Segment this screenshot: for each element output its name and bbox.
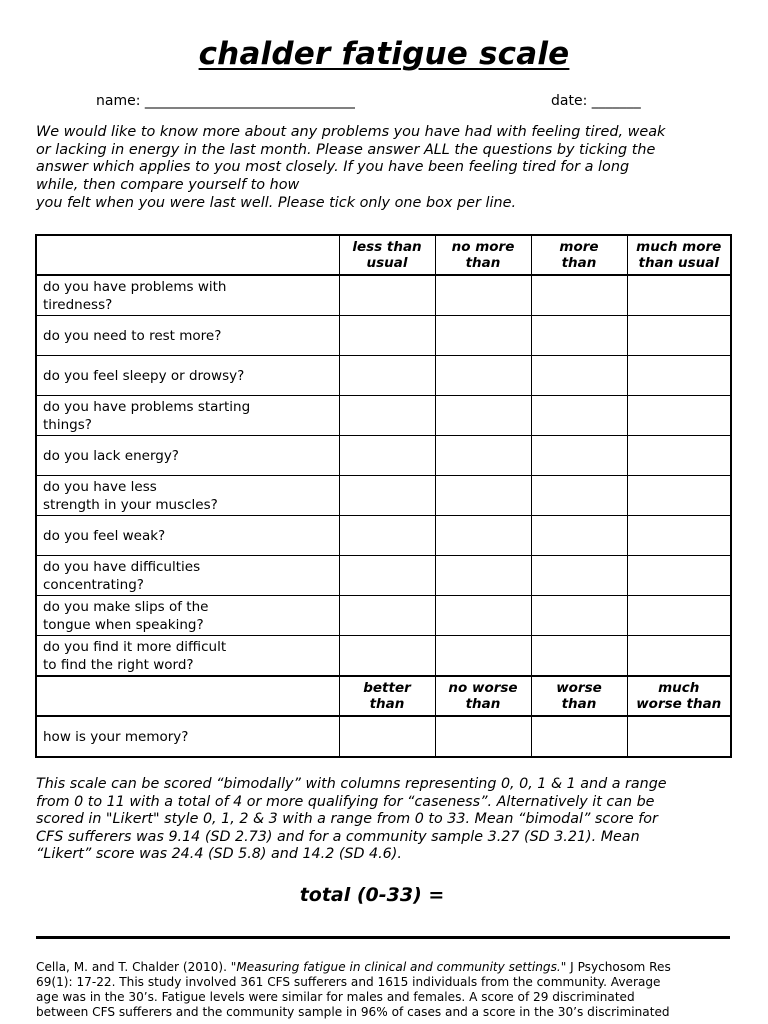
answer-checkbox-cell[interactable]: [627, 436, 731, 476]
column-header-line: than: [561, 696, 597, 712]
answer-checkbox-cell[interactable]: [627, 556, 731, 596]
question-line: do you lack energy?: [43, 447, 179, 464]
question-text: [36, 316, 339, 356]
question-row: [36, 275, 731, 316]
column-header-line: more: [559, 239, 599, 255]
column-header-line: less than: [352, 239, 422, 255]
question-row: [36, 636, 731, 677]
question-row: [36, 356, 731, 396]
column-header-much-more-than-usual: [627, 235, 731, 275]
question-line: do you have difficulties: [43, 558, 201, 575]
answer-checkbox-cell[interactable]: [627, 716, 731, 757]
date-field[interactable]: date: _______: [551, 93, 641, 109]
memory-column-header-row: [36, 676, 731, 716]
answer-checkbox-cell[interactable]: [531, 356, 627, 396]
citation-line: 69(1): 17-22. This study involved 361 CFS sufferers and 1615 individuals from the community. Average: [36, 975, 661, 989]
question-text: [36, 396, 339, 436]
scoring-note-line: This scale can be scored “bimodally” with columns representing 0, 0, 1 & 1 and a range: [36, 776, 667, 792]
citation: [36, 960, 736, 1020]
column-header-less-than-usual: [339, 235, 435, 275]
column-header-line: much more: [636, 239, 722, 255]
answer-checkbox-cell[interactable]: [531, 396, 627, 436]
citation-suffix: " J Psychosom Res: [560, 960, 671, 974]
question-line: do you need to rest more?: [43, 327, 222, 344]
answer-checkbox-cell[interactable]: [339, 516, 435, 556]
divider: [36, 936, 730, 939]
question-row: [36, 596, 731, 636]
citation-prefix: Cella, M. and T. Chalder (2010). ": [36, 960, 237, 974]
instructions-line: while, then compare yourself to how: [36, 177, 300, 194]
question-line: do you have less: [43, 478, 157, 495]
question-row: [36, 716, 731, 757]
column-header-line: than: [561, 255, 597, 271]
question-row: [36, 316, 731, 356]
answer-checkbox-cell[interactable]: [339, 396, 435, 436]
answer-checkbox-cell[interactable]: [435, 356, 531, 396]
question-row: [36, 556, 731, 596]
question-text: [36, 596, 339, 636]
column-header-line: than: [465, 255, 501, 271]
column-header-line: much: [658, 680, 700, 696]
answer-checkbox-cell[interactable]: [435, 516, 531, 556]
header-blank-cell: [36, 676, 339, 716]
header-blank-cell: [36, 235, 339, 275]
question-line: do you have problems with: [43, 278, 227, 295]
answer-checkbox-cell[interactable]: [435, 596, 531, 636]
column-header-line: than: [465, 696, 501, 712]
column-header-line: worse than: [636, 696, 722, 712]
answer-checkbox-cell[interactable]: [435, 396, 531, 436]
question-text: [36, 516, 339, 556]
instructions-line: We would like to know more about any problems you have had with feeling tired, weak: [36, 124, 666, 140]
question-row: [36, 516, 731, 556]
instructions-line: or lacking in energy in the last month. Please answer ALL the questions by ticking the: [36, 141, 656, 158]
answer-checkbox-cell[interactable]: [531, 316, 627, 356]
answer-checkbox-cell[interactable]: [531, 556, 627, 596]
answer-checkbox-cell[interactable]: [531, 436, 627, 476]
answer-checkbox-cell[interactable]: [435, 556, 531, 596]
question-line: do you make slips of the: [43, 598, 209, 615]
column-header-line: no more: [451, 239, 515, 255]
column-header-much-worse-than-usual: [627, 676, 731, 716]
answer-checkbox-cell[interactable]: [531, 636, 627, 677]
question-text: [36, 636, 339, 677]
answer-checkbox-cell[interactable]: [435, 476, 531, 516]
column-header-line: better: [363, 680, 411, 696]
scoring-note-line: scored in "Likert" style 0, 1, 2 & 3 with a range from 0 to 33. Mean “bimodal” score for: [36, 811, 658, 828]
question-line: tiredness?: [43, 296, 113, 313]
fatigue-questionnaire-table: [35, 234, 732, 758]
question-text: [36, 436, 339, 476]
column-header-line: than usual: [638, 255, 719, 271]
answer-checkbox-cell[interactable]: [339, 275, 435, 316]
scoring-note-line: from 0 to 11 with a total of 4 or more qualifying for “caseness”. Alternatively it can be: [36, 793, 655, 810]
question-line: do you find it more difficult: [43, 638, 227, 655]
question-line: do you feel sleepy or drowsy?: [43, 367, 245, 384]
question-row: [36, 396, 731, 436]
question-line: do you feel weak?: [43, 527, 166, 544]
answer-checkbox-cell[interactable]: [531, 516, 627, 556]
column-header-line: usual: [366, 255, 408, 271]
answer-checkbox-cell[interactable]: [627, 356, 731, 396]
citation-title: Measuring fatigue in clinical and community settings.: [236, 960, 561, 974]
answer-checkbox-cell[interactable]: [339, 316, 435, 356]
answer-checkbox-cell[interactable]: [435, 716, 531, 757]
question-row: [36, 436, 731, 476]
answer-checkbox-cell[interactable]: [627, 636, 731, 677]
question-line: tongue when speaking?: [43, 616, 204, 633]
answer-checkbox-cell[interactable]: [531, 275, 627, 316]
total-score-label: total (0-33) =: [299, 884, 445, 906]
instructions-line: answer which applies to you most closely. If you have been feeling tired for a long: [36, 159, 630, 176]
question-line: to find the right word?: [43, 656, 194, 673]
scoring-note-line: CFS sufferers was 9.14 (SD 2.73) and for a community sample 3.27 (SD 3.21). Mean: [36, 828, 640, 845]
answer-checkbox-cell[interactable]: [627, 596, 731, 636]
question-text: [36, 476, 339, 516]
answer-checkbox-cell[interactable]: [339, 436, 435, 476]
answer-checkbox-cell[interactable]: [339, 476, 435, 516]
question-text: [36, 356, 339, 396]
answer-checkbox-cell[interactable]: [531, 596, 627, 636]
question-line: do you have problems starting: [43, 398, 251, 415]
instructions-line: you felt when you were last well. Please tick only one box per line.: [36, 194, 517, 211]
question-line: strength in your muscles?: [43, 496, 218, 513]
question-line: concentrating?: [43, 576, 144, 593]
answer-checkbox-cell[interactable]: [339, 596, 435, 636]
name-field[interactable]: name: ______________________________: [96, 93, 355, 109]
answer-checkbox-cell[interactable]: [627, 476, 731, 516]
answer-checkbox-cell[interactable]: [435, 316, 531, 356]
column-header-row: [36, 235, 731, 275]
answer-checkbox-cell[interactable]: [339, 716, 435, 757]
answer-checkbox-cell[interactable]: [531, 476, 627, 516]
instructions-paragraph: [36, 124, 736, 213]
answer-checkbox-cell[interactable]: [339, 636, 435, 677]
scoring-note: [36, 776, 736, 864]
answer-checkbox-cell[interactable]: [627, 316, 731, 356]
column-header-line: worse: [556, 680, 602, 696]
column-header-no-worse-than-usual: [435, 676, 531, 716]
column-header-worse-than-usual: [531, 676, 627, 716]
column-header-better-than-usual: [339, 676, 435, 716]
column-header-line: than: [369, 696, 405, 712]
answer-checkbox-cell[interactable]: [627, 516, 731, 556]
column-header-no-more-than-usual: [435, 235, 531, 275]
question-text: how is your memory?: [36, 716, 339, 757]
column-header-more-than-usual: [531, 235, 627, 275]
citation-line: age was in the 30’s. Fatigue levels were similar for males and females. A score of 29 discriminated: [36, 990, 635, 1004]
question-line: things?: [43, 416, 92, 433]
answer-checkbox-cell[interactable]: [531, 716, 627, 757]
column-header-line: no worse: [448, 680, 518, 696]
scoring-note-line: “Likert” score was 24.4 (SD 5.8) and 14.2 (SD 4.6).: [36, 846, 402, 863]
answer-checkbox-cell[interactable]: [435, 275, 531, 316]
answer-checkbox-cell[interactable]: [627, 396, 731, 436]
citation-line: [36, 960, 736, 975]
page-title: chalder fatigue scale: [198, 36, 570, 72]
answer-checkbox-cell[interactable]: [435, 636, 531, 677]
answer-checkbox-cell[interactable]: [627, 275, 731, 316]
answer-checkbox-cell[interactable]: [339, 556, 435, 596]
question-row: [36, 476, 731, 516]
question-text: [36, 556, 339, 596]
citation-line: between CFS sufferers and the community sample in 96% of cases and a score in the 30’s discriminated: [36, 1005, 670, 1019]
question-text: [36, 275, 339, 316]
answer-checkbox-cell[interactable]: [339, 356, 435, 396]
answer-checkbox-cell[interactable]: [435, 436, 531, 476]
